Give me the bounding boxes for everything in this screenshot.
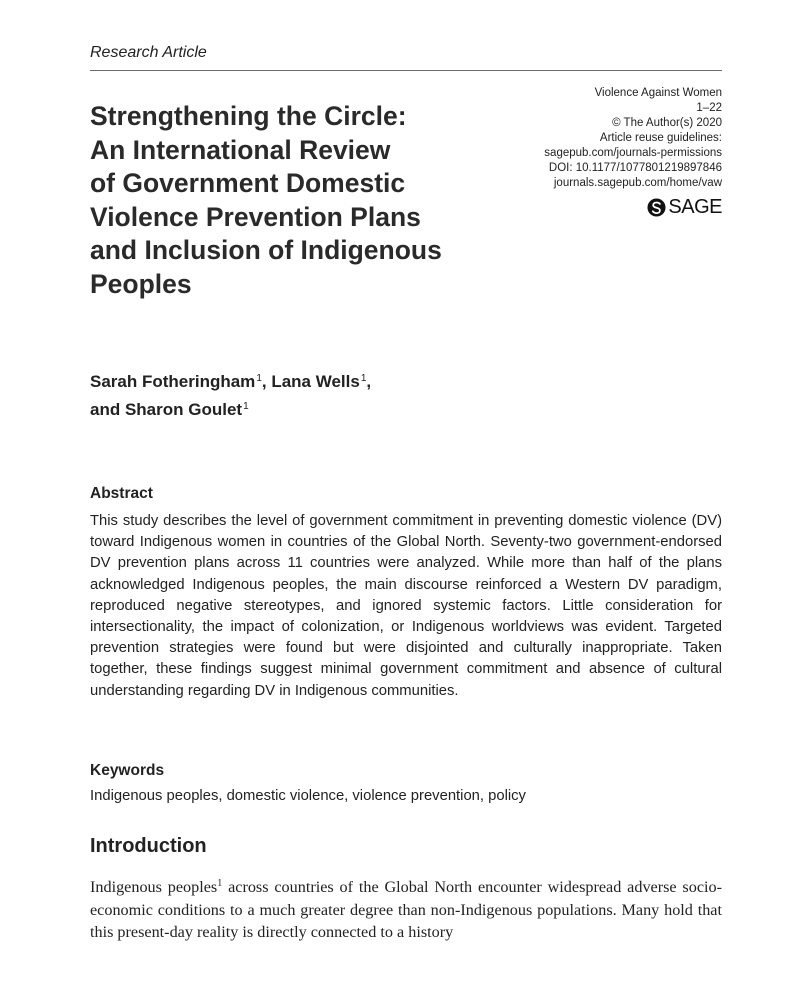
title-line: Strengthening the Circle: xyxy=(90,101,407,131)
publisher-name: SAGE xyxy=(668,196,722,218)
journal-link[interactable]: journals.sagepub.com/home/vaw xyxy=(553,177,722,189)
reuse-link[interactable]: sagepub.com/journals-permissions xyxy=(544,147,722,159)
title-line: of Government Domestic xyxy=(90,168,406,198)
author-separator: , xyxy=(366,372,372,391)
header-rule xyxy=(90,70,722,71)
article-title xyxy=(90,100,510,301)
keywords-text: Indigenous peoples, domestic violence, violence prevention, policy xyxy=(90,788,526,804)
title-line: An International Review xyxy=(90,134,391,165)
keywords-heading: Keywords xyxy=(90,762,165,779)
doi[interactable]: DOI: 10.1177/1077801219897846 xyxy=(548,162,722,174)
introduction-text xyxy=(90,873,722,944)
intro-text-start: Indigenous peoples xyxy=(90,878,218,896)
author-affiliation: 1 xyxy=(360,373,367,384)
title-line: Peoples xyxy=(90,268,192,299)
introduction-heading: Introduction xyxy=(90,835,207,857)
copyright: © The Author(s) 2020 xyxy=(612,117,722,129)
title-line: and Inclusion of Indigenous xyxy=(90,235,442,265)
abstract-text: This study describes the level of government commitment in preventing domestic violence (DV) toward Indigenous women in countries of the Global North. Seventy-two government-endorsed DV prevention plans across 11 countries were analyzed. While more than half of the plans acknowledged Indigenous peoples, the main discourse reinforced a Western DV paradigm, reproduced negative stereotypes, and ignored systemic factors. Little consideration for intersectionality, the impact of colonization, or Indigenous worldviews was evident. Targeted prevention strategies were found but were disjointed and culturally inappropriate. Taken together, these findings suggest minimal government commitment and absence of cultural understanding regarding DV in Indigenous communities. xyxy=(90,513,722,699)
abstract-heading: Abstract xyxy=(90,485,153,502)
title-line: Violence Prevention Plans xyxy=(90,201,421,232)
author-name: and Sharon Goulet xyxy=(90,400,243,419)
page-range: 1–22 xyxy=(696,102,722,114)
footnote-marker[interactable]: 1 xyxy=(217,878,223,889)
author-separator: , xyxy=(261,372,272,391)
article-type-label: Research Article xyxy=(90,44,207,61)
journal-name: Violence Against Women xyxy=(594,87,722,99)
author-affiliation: 1 xyxy=(256,373,262,384)
author-name: Sarah Fotheringham xyxy=(90,372,256,391)
author-affiliation: 1 xyxy=(243,401,249,412)
author-list xyxy=(90,366,550,422)
reuse-label: Article reuse guidelines: xyxy=(599,132,722,144)
sage-s-circle-icon xyxy=(647,198,666,217)
author-name: Lana Wells xyxy=(271,372,360,391)
intro-text-rest: across countries of the Global North encounter widespread adverse socio-economic conditions to a much greater degree than non-Indigenous populations. Many hold that this present-day reality is directly connected to a history xyxy=(90,878,722,941)
